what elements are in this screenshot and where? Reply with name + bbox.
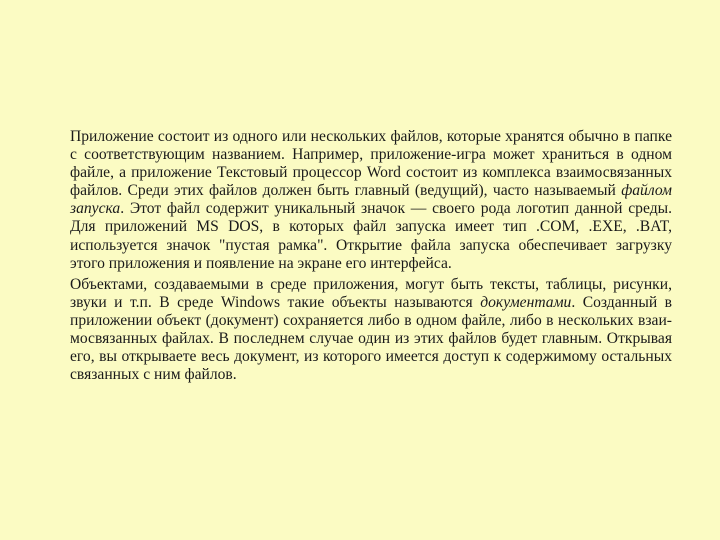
documents-term: документами: [480, 293, 572, 311]
paragraph-1-text-start: Приложение состоит из одного или нескольких файлов, которые хранятся обычно в папке с соответствующим названием. Например, приложение-игра может храниться в одном файле, а приложение Текстовый процессор Word состоит из комплекса взаимосвязанных файлов. Среди этих файлов должен быть главный (ведущий), часто называемый: [70, 128, 672, 200]
paragraph-2-text-start: Объектами, создаваемыми в среде приложения, могут быть тексты, таблицы, рисунки, звуки и т.п. В среде Windows такие объекты называются: [70, 275, 672, 311]
paragraph-2-text-end: . Созданный в приложении объект (документ) сохраняется либо в одном файле, либо в нескольких взаи-мосвязанных файлах. В последнем случае один из этих файлов будет главным. Открывая его, вы открываете весь документ, из которого имеется доступ к содержимому остальных связанных с ним файлов.: [70, 293, 672, 384]
launch-file-term: файлом запуска: [70, 182, 672, 218]
text-block: [70, 128, 672, 384]
paragraph-1-text-end: . Этот файл содержит уникальный значок — своего рода логотип данной среды. Для приложений MS DOS, в которых файл запуска имеет тип .COM, .EXE, .BAT, используется значок "пустая рамка". Открытие файла запуска обеспечивает загрузку этого приложения и появление на экране его интерфейса.: [70, 200, 672, 272]
paragraph-documents: [70, 276, 672, 385]
paragraph-applications: [70, 128, 672, 273]
